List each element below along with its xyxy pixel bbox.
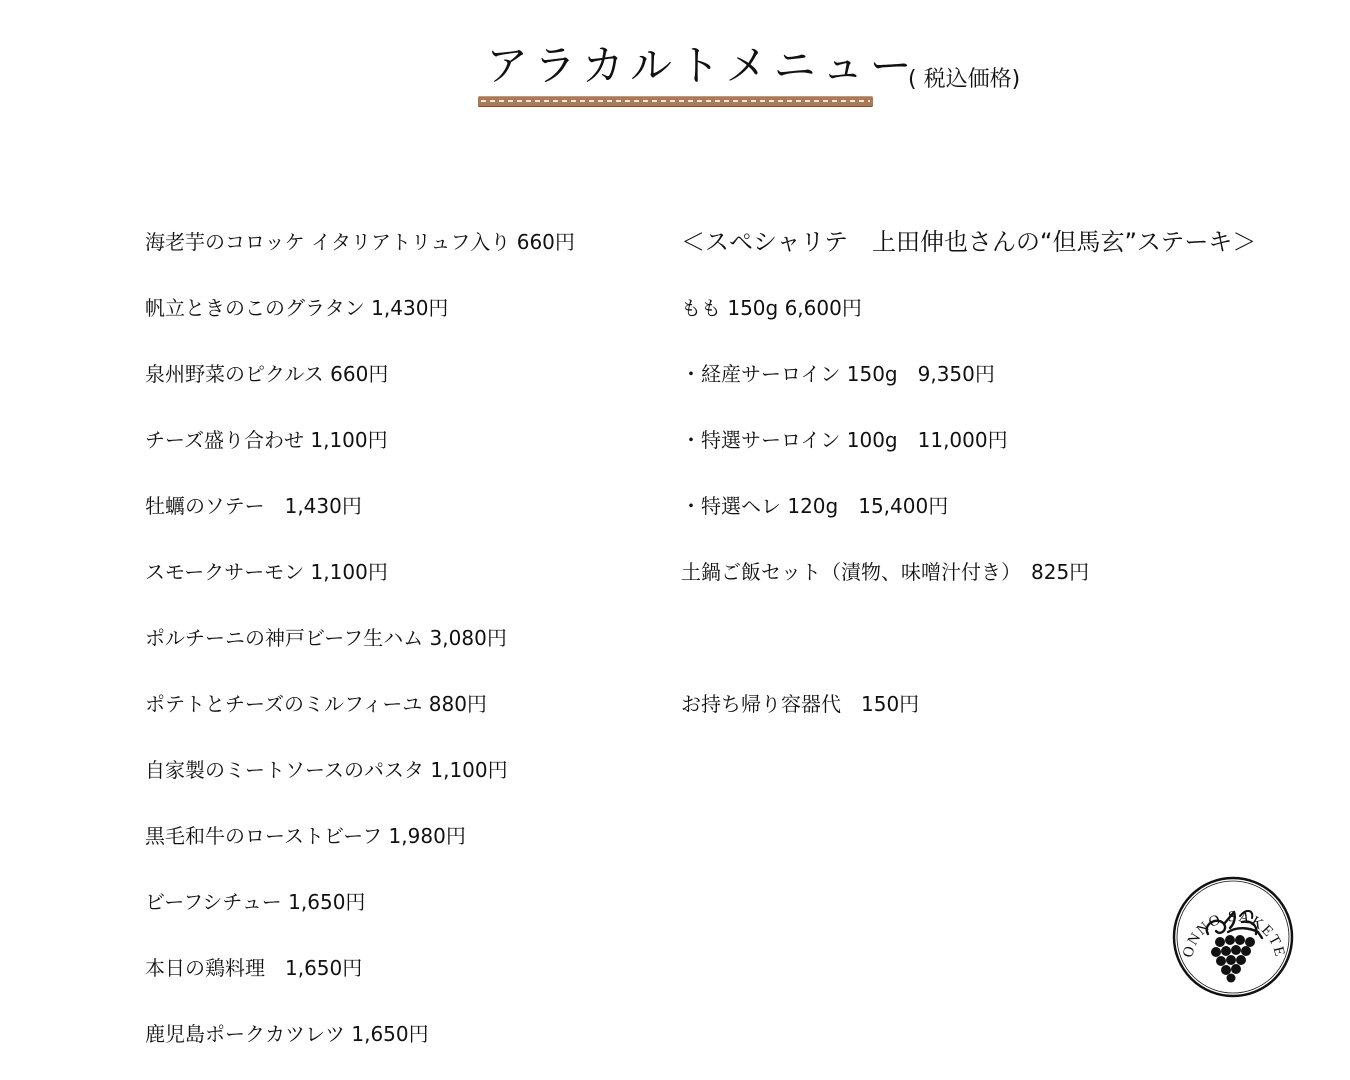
tax-note: ( 税込価格) [908,67,1021,92]
menu-item: ・特選サーロイン 100g 11,000円 [681,428,1008,452]
menu-item: 帆立ときのこのグラタン 1,430円 [145,296,449,320]
menu-item: もも 150g 6,600円 [681,296,862,320]
page-title: アラカルトメニュー [486,41,918,90]
menu-item: ポルチーニの神戸ビーフ生ハム 3,080円 [145,626,507,650]
menu-item: ・特選ヘレ 120g 15,400円 [681,494,949,518]
spacer [681,618,1256,684]
logo-text: ONNO SAKETE [1180,909,1288,960]
menu-item: ・経産サーロイン 150g 9,350円 [681,362,995,386]
right-menu-list [681,222,1256,750]
menu-item: 本日の鶏料理 1,650円 [145,956,363,980]
menu-item: チーズ盛り合わせ 1,100円 [145,428,388,452]
menu-item: 土鍋ご飯セット（漬物、味噌汁付き） 825円 [681,560,1090,584]
konno-saketen-logo [1172,876,1294,998]
menu-item: 鹿児島ポークカツレツ 1,650円 [145,1022,429,1046]
speciality-heading: ＜スペシャリテ 上田伸也さんの“但馬玄”ステーキ＞ [681,228,1257,256]
left-menu-list [145,222,575,1080]
takeout-fee: お持ち帰り容器代 150円 [681,692,920,716]
grape-logo-icon [1172,876,1294,998]
menu-item: スモークサーモン 1,100円 [145,560,388,584]
menu-item: 泉州野菜のピクルス 660円 [145,362,389,386]
menu-item: 海老芋のコロッケ イタリアトリュフ入り 660円 [145,230,575,254]
menu-item: ビーフシチュー 1,650円 [145,890,366,914]
menu-item: 黒毛和牛のローストビーフ 1,980円 [145,824,466,848]
menu-item: 牡蠣のソテー 1,430円 [145,494,362,518]
title-underline-decoration [478,96,873,107]
menu-item: ポテトとチーズのミルフィーユ 880円 [145,692,487,716]
menu-item: 自家製のミートソースのパスタ 1,100円 [145,758,508,782]
